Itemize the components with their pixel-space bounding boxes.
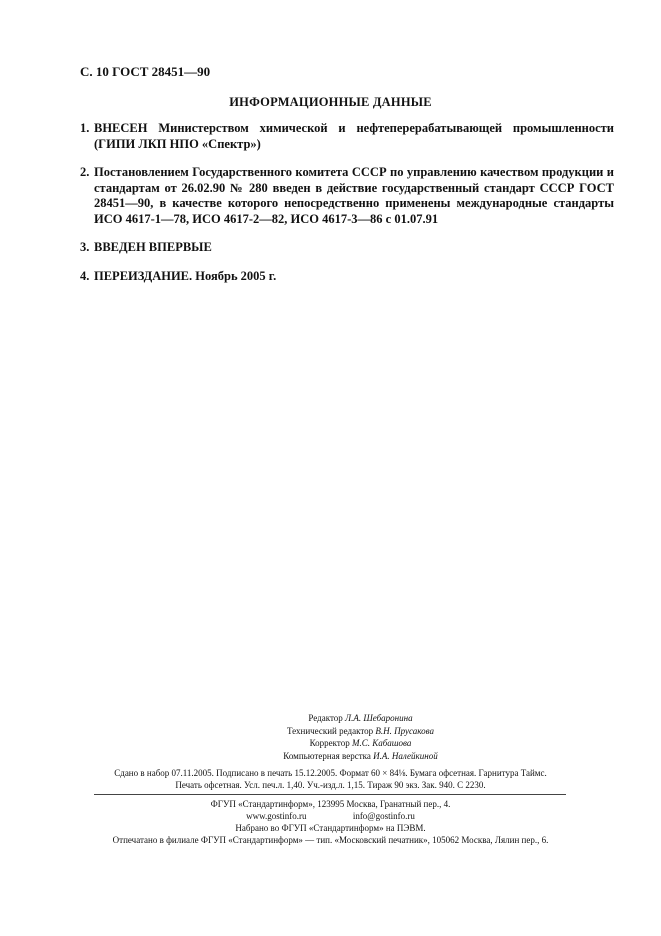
credit-role: Компьютерная верстка [283, 750, 371, 761]
credit-name: Л.А. Шебаронина [345, 713, 413, 723]
info-list [80, 121, 614, 297]
editorial-credits [0, 712, 661, 762]
credit-role: Технический редактор [286, 725, 374, 736]
item-number: 2. [80, 165, 90, 179]
credit-name: И.А. Налейкиной [373, 750, 438, 761]
publisher-email-link[interactable]: info@gostinfo.ru [352, 811, 415, 821]
info-item-1 [80, 121, 614, 152]
info-item-4 [80, 269, 614, 285]
item-text: ВНЕСЕН Министерством химической и нефтеперерабатывающей промышленности (ГИПИ ЛКП НПО «Спектр») [94, 121, 614, 151]
divider [94, 794, 566, 795]
credit-role: Редактор [308, 713, 343, 723]
print-info [0, 767, 661, 791]
item-text: Постановлением Государственного комитета СССР по управлению качеством продукции и стандартам от 26.02.90 № 280 введен в действие государственный стандарт СССР ГОСТ 28451—90, в качестве которого непосредственно применены международные стандарты ИСО 4617-1—78, ИСО 4617-2—82, ИСО 4617-3—86 с 01.07.91 [94, 165, 614, 226]
publisher-info [0, 798, 661, 846]
section-title: ИНФОРМАЦИОННЫЕ ДАННЫЕ [229, 95, 432, 109]
page-header: С. 10 ГОСТ 28451—90 [80, 64, 211, 79]
printed-note: Отпечатано в филиале ФГУП «Стандартинформ» — тип. «Московский печатник», 105062 Москва, Лялин пер., 6. [112, 835, 549, 845]
publisher-contacts [0, 810, 661, 822]
credit-layout [0, 750, 661, 763]
info-item-2 [80, 165, 614, 227]
item-number: 1. [80, 121, 90, 135]
typeset-note: Набрано во ФГУП «Стандартинформ» на ПЭВМ. [235, 823, 426, 833]
credit-name: В.Н. Прусакова [375, 725, 435, 736]
item-number: 4. [80, 268, 90, 283]
print-info-line-2: Печать офсетная. Усл. печ.л. 1,40. Уч.-изд.л. 1,15. Тираж 90 экз. Зак. 940. С 2230. [175, 780, 486, 790]
credit-proofreader [0, 737, 661, 750]
credit-tech-editor [0, 725, 661, 738]
publisher-address: ФГУП «Стандартинформ», 123995 Москва, Гранатный пер., 4. [210, 799, 451, 809]
item-number: 3. [80, 240, 90, 254]
item-text: ПЕРЕИЗДАНИЕ. Ноябрь 2005 г. [94, 268, 277, 283]
credit-editor [0, 712, 661, 725]
item-text: ВВЕДЕН ВПЕРВЫЕ [94, 240, 212, 254]
credit-role: Корректор [309, 738, 350, 748]
publisher-website-link[interactable]: www.gostinfo.ru [246, 811, 307, 821]
print-info-line-1: Сдано в набор 07.11.2005. Подписано в печать 15.12.2005. Формат 60 × 84⅛. Бумага офсетная. Гарнитура Таймс. [114, 768, 547, 778]
info-item-3 [80, 240, 614, 256]
credit-name: М.С. Кабашова [351, 738, 412, 748]
